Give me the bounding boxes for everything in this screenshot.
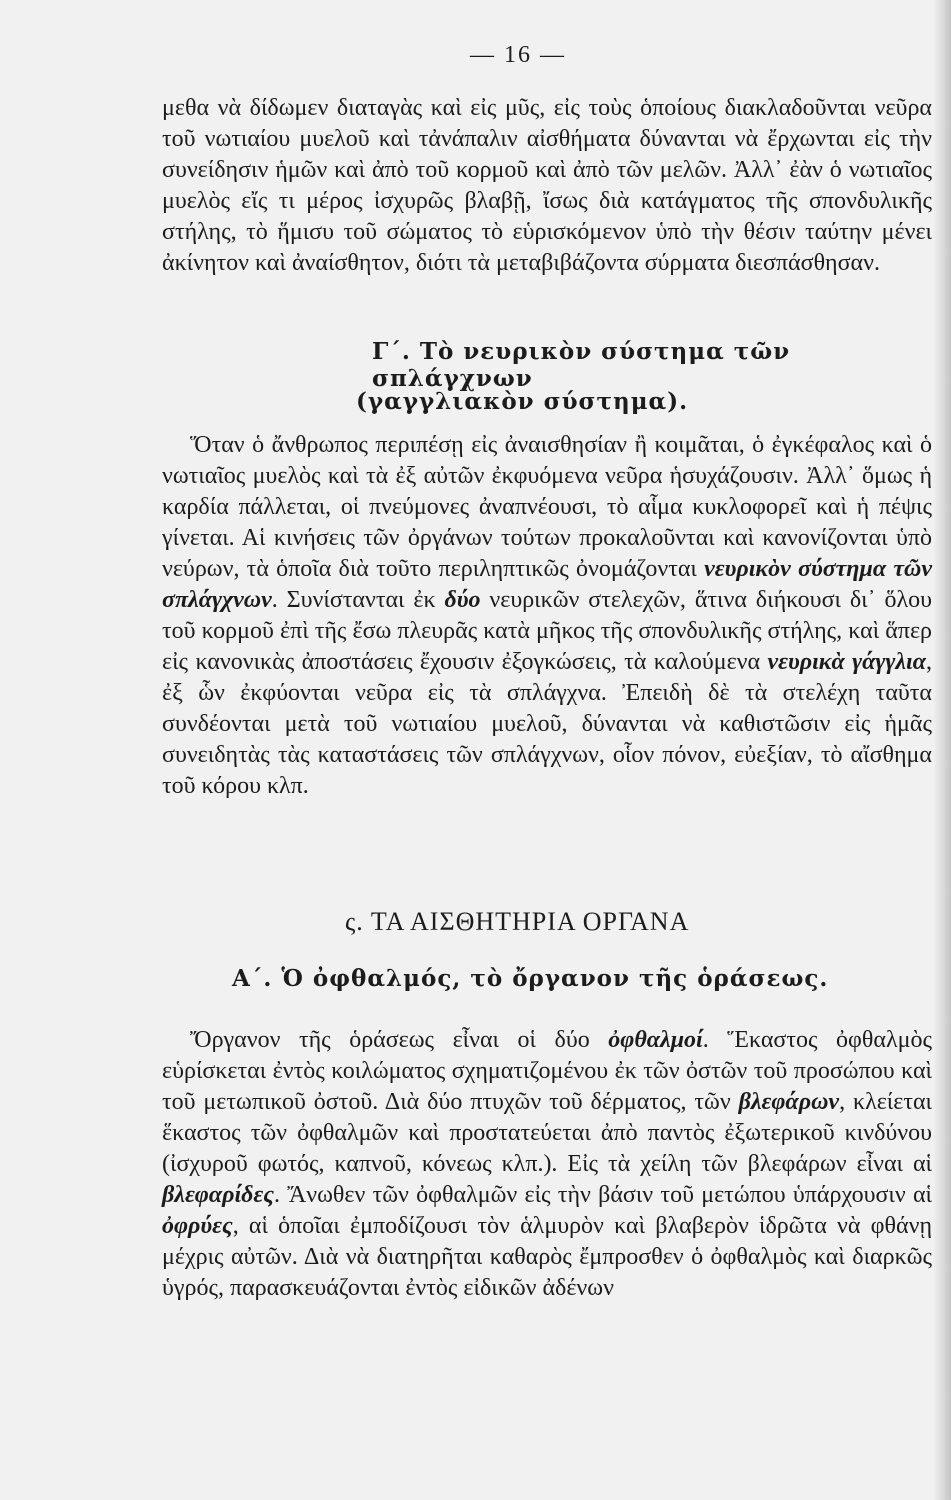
- page-number: — 16 —: [470, 42, 566, 68]
- keyword-term: βλεφάρων: [738, 1089, 840, 1115]
- paragraph-text: [162, 430, 932, 802]
- text-run: . Ἕκαστος ὀφθαλμὸς εὑρίσκεται ἐντὸς κοιλώματος σχηματιζομένου ἐκ τῶν ὀστῶν τοῦ προσώπου καὶ τοῦ μετωπικοῦ ὀστοῦ. Διὰ δύο πτυχῶν τοῦ δέρματος, τῶν: [162, 1027, 932, 1115]
- text-run: , αἱ ὁποῖαι ἐμποδίζουσι τὸν ἁλμυρὸν καὶ βλαβερὸν ἱδρῶτα νὰ φθάνῃ μέχρις αὐτῶν. Διὰ νὰ διατηρῆται καθαρὸς ἔμπροσθεν ὁ ὀφθαλμὸς καὶ διαρκῶς ὑγρός, παρασκευάζονται ἐντὸς εἰδικῶν ἀδένων: [162, 1213, 932, 1301]
- text-run: . Ἄνωθεν τῶν ὀφθαλμῶν εἰς τὴν βάσιν τοῦ μετώπου ὑπάρχουσιν αἱ: [273, 1182, 932, 1208]
- section-heading-eye: Α΄. Ὁ ὀφθαλμός, τὸ ὄργανον τῆς ὁράσεως.: [232, 965, 829, 992]
- section-subheading-ganglionic: (γαγγλιακὸν σύστημα).: [356, 388, 689, 415]
- text-run: Ὄργανον τῆς ὁράσεως εἶναι οἱ δύο: [190, 1027, 609, 1053]
- section-heading-visceral-nerves: Γ΄. Τὸ νευρικὸν σύστημα τῶν σπλάγχνων: [372, 338, 791, 392]
- paragraph-spinal-cord: [162, 93, 932, 279]
- text-run: , κλείεται ἕκαστος τῶν ὀφθαλμῶν καὶ προστατεύεται ἀπὸ παντὸς ἐξωτερικοῦ κινδύνου (ἰσχυροῦ φωτός, καπνοῦ, κόνεως κλπ.). Εἰς τὰ χείλη τῶν βλεφάρων εἶναι αἱ: [162, 1089, 933, 1177]
- text-run: , ἐξ ὧν ἐκφύονται νεῦρα εἰς τὰ σπλάγχνα. Ἐπειδὴ δὲ τὰ στελέχη ταῦτα συνδέονται μετὰ τοῦ νωτιαίου μυελοῦ, δύνανται νὰ καθιστῶσιν εἰς ἡμᾶς συνειδητὰς τὰς καταστάσεις τῶν σπλάγχνων, οἷον πόνον, εὐεξίαν, τὸ αἴσθημα τοῦ κόρου κλπ.: [162, 649, 932, 799]
- text-run: Ὅταν ὁ ἄνθρωπος περιπέσῃ εἰς ἀναισθησίαν ἢ κοιμᾶται, ὁ ἐγκέφαλος καὶ ὁ νωτιαῖος μυελὸς καὶ τὰ ἐξ αὐτῶν ἐκφυόμενα νεῦρα ἡσυχάζουσιν. Ἀλλ᾽ ὅμως ἡ καρδία πάλλεται, οἱ πνεύμονες ἀναπνέουσι, τὸ αἷμα κυκλοφορεῖ καὶ ἡ πέψις γίνεται. Αἱ κινήσεις τῶν ὀργάνων τούτων προκαλοῦνται καὶ κανονίζονται ὑπὸ νεύρων, τὰ ὁποῖα διὰ τοῦτο περιληπτικῶς ὀνομάζονται: [162, 432, 932, 582]
- text-run: . Συνίστανται ἐκ: [271, 587, 445, 613]
- keyword-term: νευρικὸν σύστημα τῶν σπλάγχνων: [162, 556, 933, 613]
- text-run: νευρικῶν στελεχῶν, ἅτινα διήκουσι δι᾽ ὅλου τοῦ κορμοῦ ἐπὶ τῆς ἔσω πλευρᾶς κατὰ μῆκος τῆς σπονδυλικῆς στήλης, καὶ ἅπερ εἰς κανονικὰς ἀποστάσεις ἔχουσιν ἐξογκώσεις, τὰ καλούμενα: [162, 587, 933, 675]
- paragraph-eye: [162, 1025, 932, 1304]
- keyword-term: ὀφρύες: [162, 1213, 233, 1239]
- page-edge-shadow: [933, 0, 951, 1500]
- paragraph-text: μεθα νὰ δίδωμεν διαταγὰς καὶ εἰς μῦς, εἰς τοὺς ὁποίους διακλαδοῦνται νεῦρα τοῦ νωτιαίου μυελοῦ καὶ τἀνάπαλιν αἰσθήματα δύνανται νὰ ἔρχωνται εἰς τὴν συνείδησιν ἡμῶν καὶ ἀπὸ τοῦ κορμοῦ καὶ ἀπὸ τῶν μελῶν. Ἀλλ᾽ ἐὰν ὁ νωτιαῖος μυελὸς εἴς τι μέρος ἰσχυρῶς βλαβῇ, ἴσως διὰ κατάγματος τῆς σπονδυλικῆς στήλης, τὸ ἥμισυ τοῦ σώματος τὸ εὑρισκόμενον ὑπὸ τὴν θέσιν ταύτην μένει ἀκίνητον καὶ ἀναίσθητον, διότι τὰ μεταβιβάζοντα σύρματα διεσπάσθησαν.: [162, 95, 932, 276]
- paragraph-visceral-system: [162, 430, 932, 802]
- keyword-term: ὀφθαλμοί: [608, 1027, 703, 1053]
- keyword-term: βλεφαρίδες: [162, 1182, 274, 1208]
- keyword-term: δύο: [444, 587, 481, 613]
- chapter-heading-sense-organs: ς. ΤΑ ΑΙΣΘΗΤΗΡΙΑ ΟΡΓΑΝΑ: [345, 907, 690, 936]
- paragraph-text: [162, 1025, 932, 1304]
- keyword-term: νευρικὰ γάγγλια: [767, 649, 926, 675]
